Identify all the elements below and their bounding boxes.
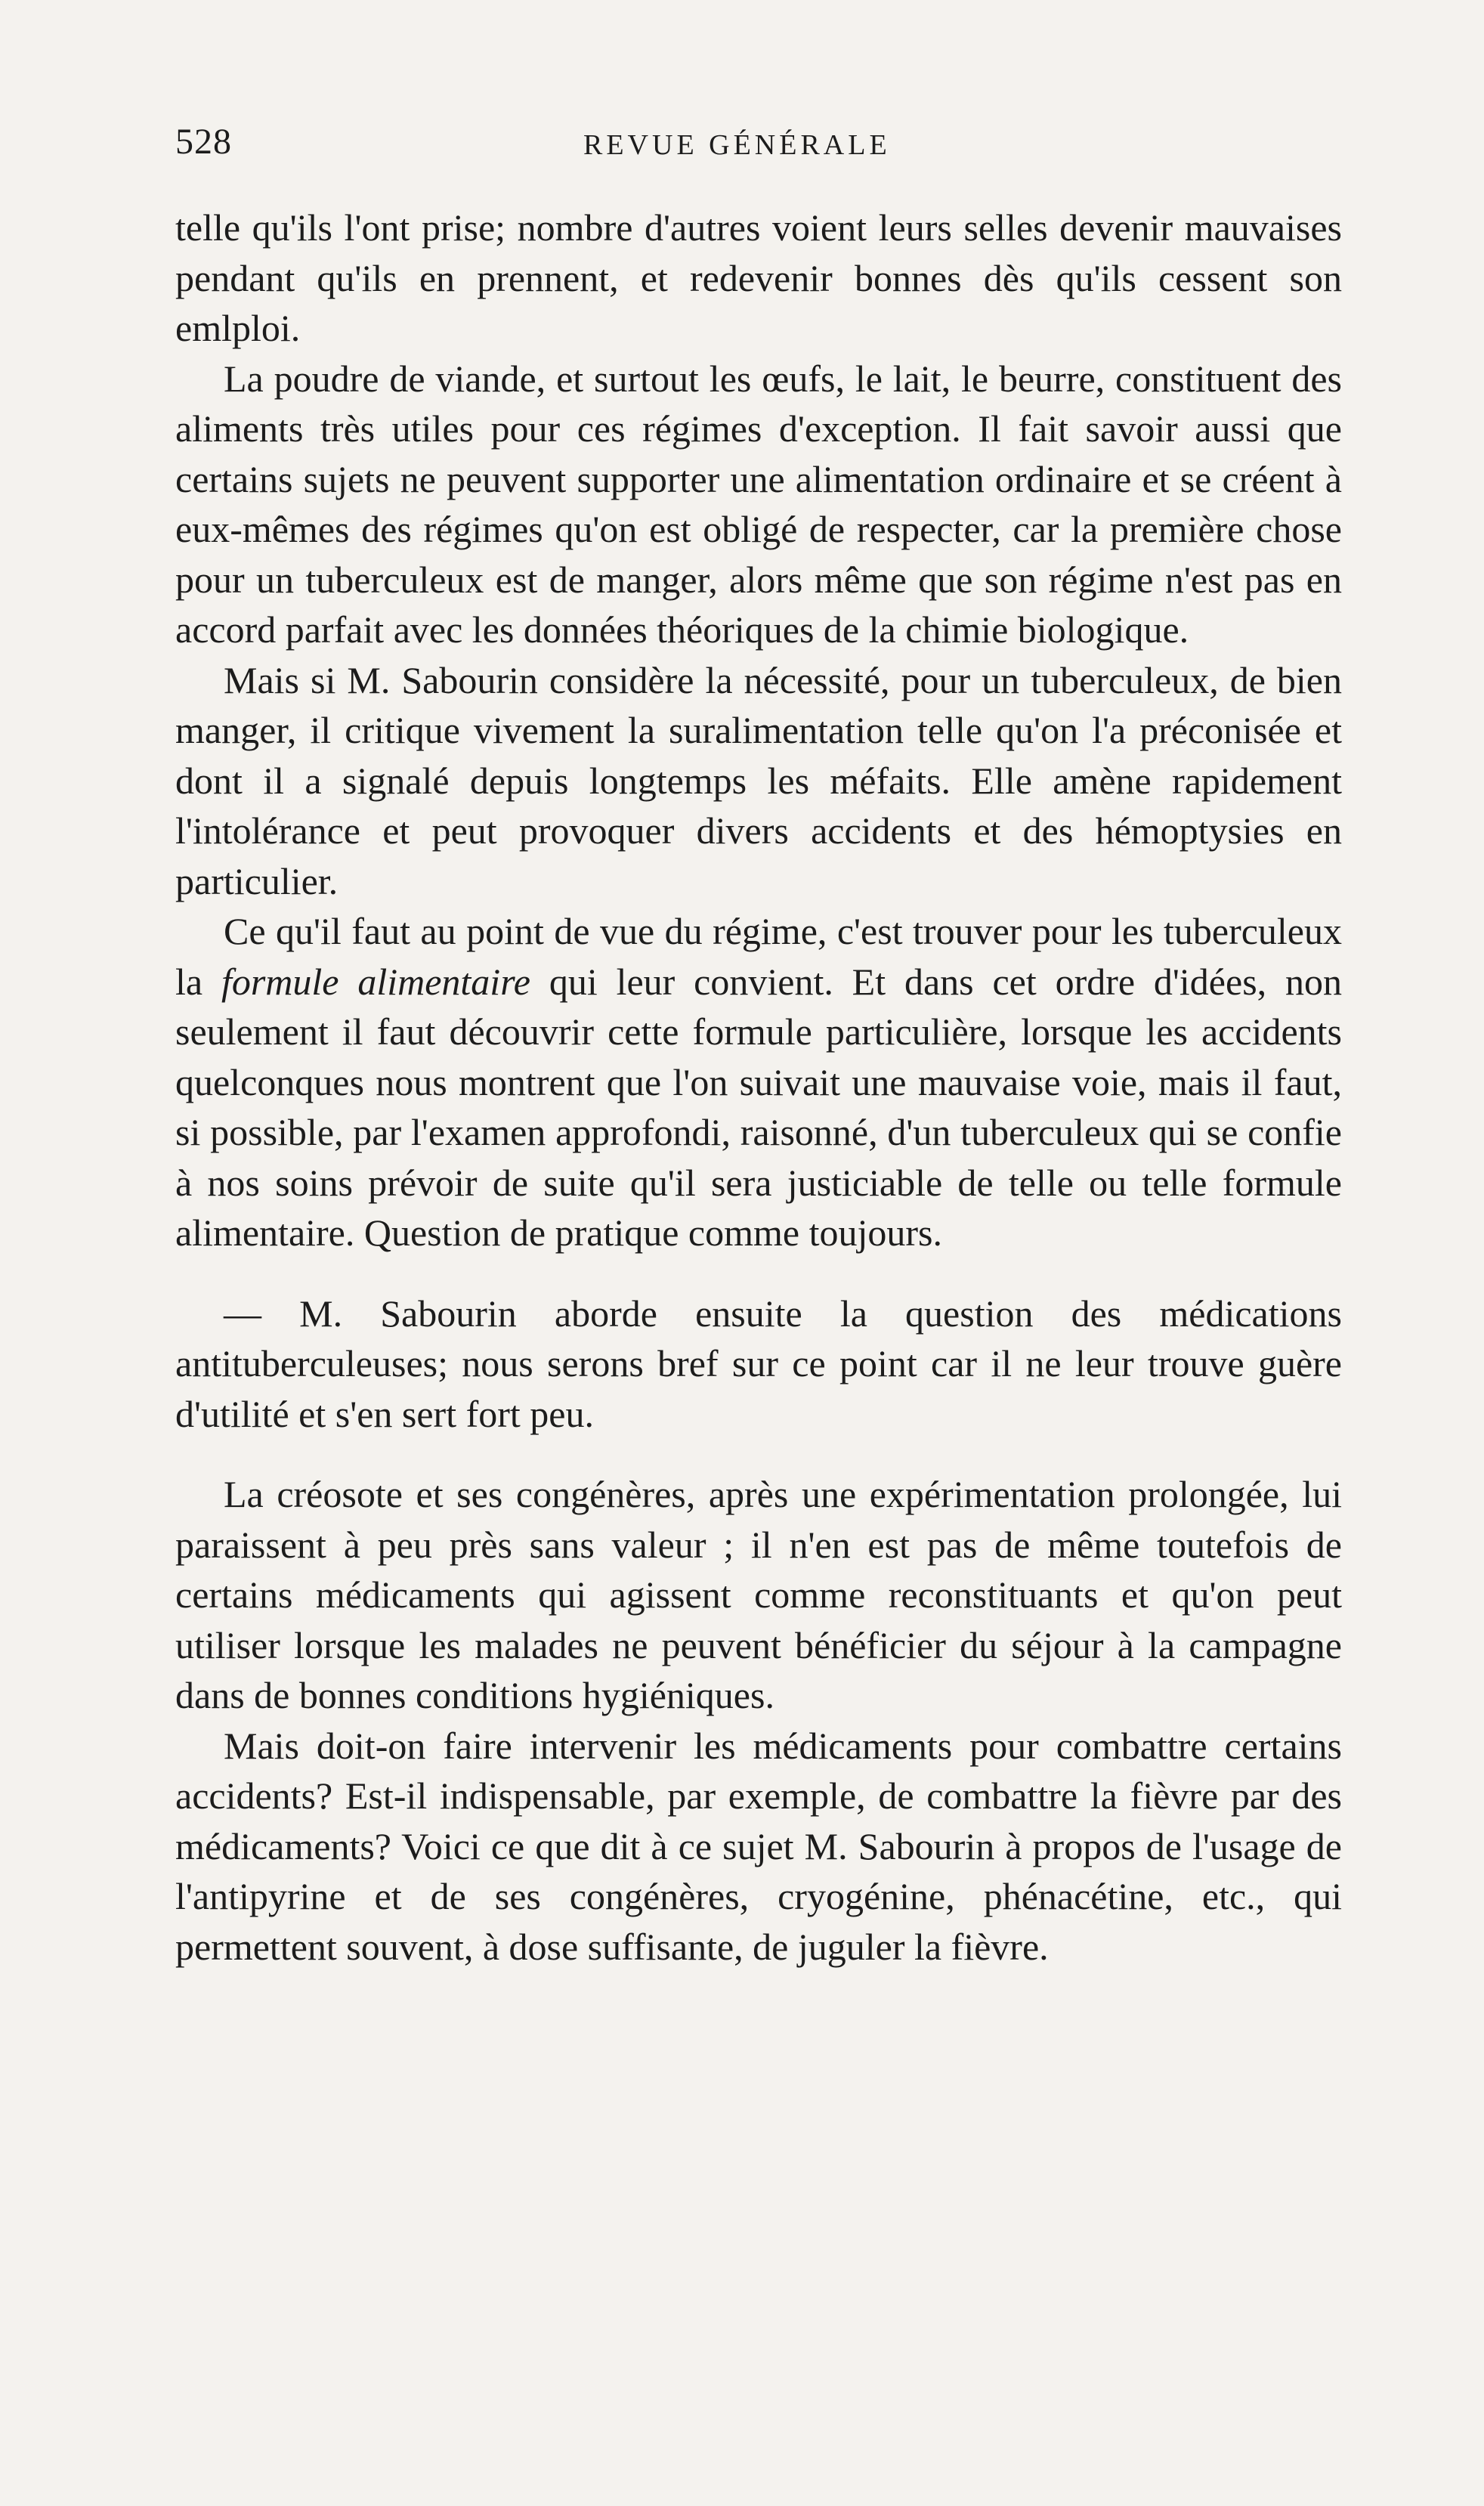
paragraph-4-end: qui leur convient. Et dans cet ordre d'idées, non seulement il faut découvrir cette formule particulière, lorsque les accidents quelconques nous montrent que l'on suivait une mauvaise voie, mais il faut, si possible, par l'examen approfondi, raisonné, d'un tuberculeux qui se confie à nos soins prévoir de suite qu'il sera justiciable de telle ou telle formule alimentaire. Question de pratique comme toujours. (175, 960, 1342, 1254)
page-number: 528 (175, 122, 232, 162)
paragraph-1: telle qu'ils l'ont prise; nombre d'autres voient leurs selles devenir mauvaises pendant qu'ils en prennent, et redevenir bonnes dès qu'ils cessent son emlploi. (175, 206, 1342, 349)
journal-title: REVUE GÉNÉRALE (583, 129, 891, 161)
paragraph-5: — M. Sabourin aborde ensuite la question des médications antituberculeuses; nous serons bref sur ce point car il ne leur trouve guère d'utilité et s'en sert fort peu. (175, 1292, 1342, 1435)
paragraph-7: Mais doit-on faire intervenir les médicaments pour combattre certains accidents? Est-il indispensable, par exemple, de combattre la fièvre par des médicaments? Voici ce que dit à ce sujet M. Sabourin à propos de l'usage de l'antipyrine et de ses congénères, cryogénine, phénacétine, etc., qui permettent souvent, à dose suffisante, de juguler la fièvre. (175, 1724, 1342, 1968)
paragraph-4-start: Ce qu'il faut au point de vue du régime, c'est trouver pour les tuberculeux la (175, 910, 1342, 1003)
paragraph-2: La poudre de viande, et surtout les œufs, le lait, le beurre, constituent des aliments très utiles pour ces régimes d'exception. Il fait savoir aussi que certains sujets ne peuvent supporter une alimentation ordinaire et se créent à eux-mêmes des régimes qu'on est obligé de respecter, car la première chose pour un tuberculeux est de manger, alors même que son régime n'est pas en accord parfait avec les données théoriques de la chimie biologique. (175, 357, 1342, 651)
paragraph-3: Mais si M. Sabourin considère la nécessité, pour un tuberculeux, de bien manger, il critique vivement la suralimentation telle qu'on l'a préconisée et dont il a signalé depuis longtemps les méfaits. Elle amène rapidement l'intolérance et peut provoquer divers accidents et des hémoptysies en particulier. (175, 658, 1342, 902)
paragraph-4 (175, 906, 1342, 1258)
text-column (175, 203, 1342, 1972)
running-head (175, 113, 1339, 174)
paragraph-6: La créosote et ses congénères, après une expérimentation prolongée, lui paraissent à peu près sans valeur ; il n'en est pas de même toutefois de certains médicaments qui agissent comme reconstituants et qu'on peut utiliser lorsque les malades ne peuvent bénéficier du séjour à la campagne dans de bonnes conditions hygiéniques. (175, 1473, 1342, 1716)
formule-alimentaire-emphasis: formule alimentaire (221, 960, 530, 1003)
